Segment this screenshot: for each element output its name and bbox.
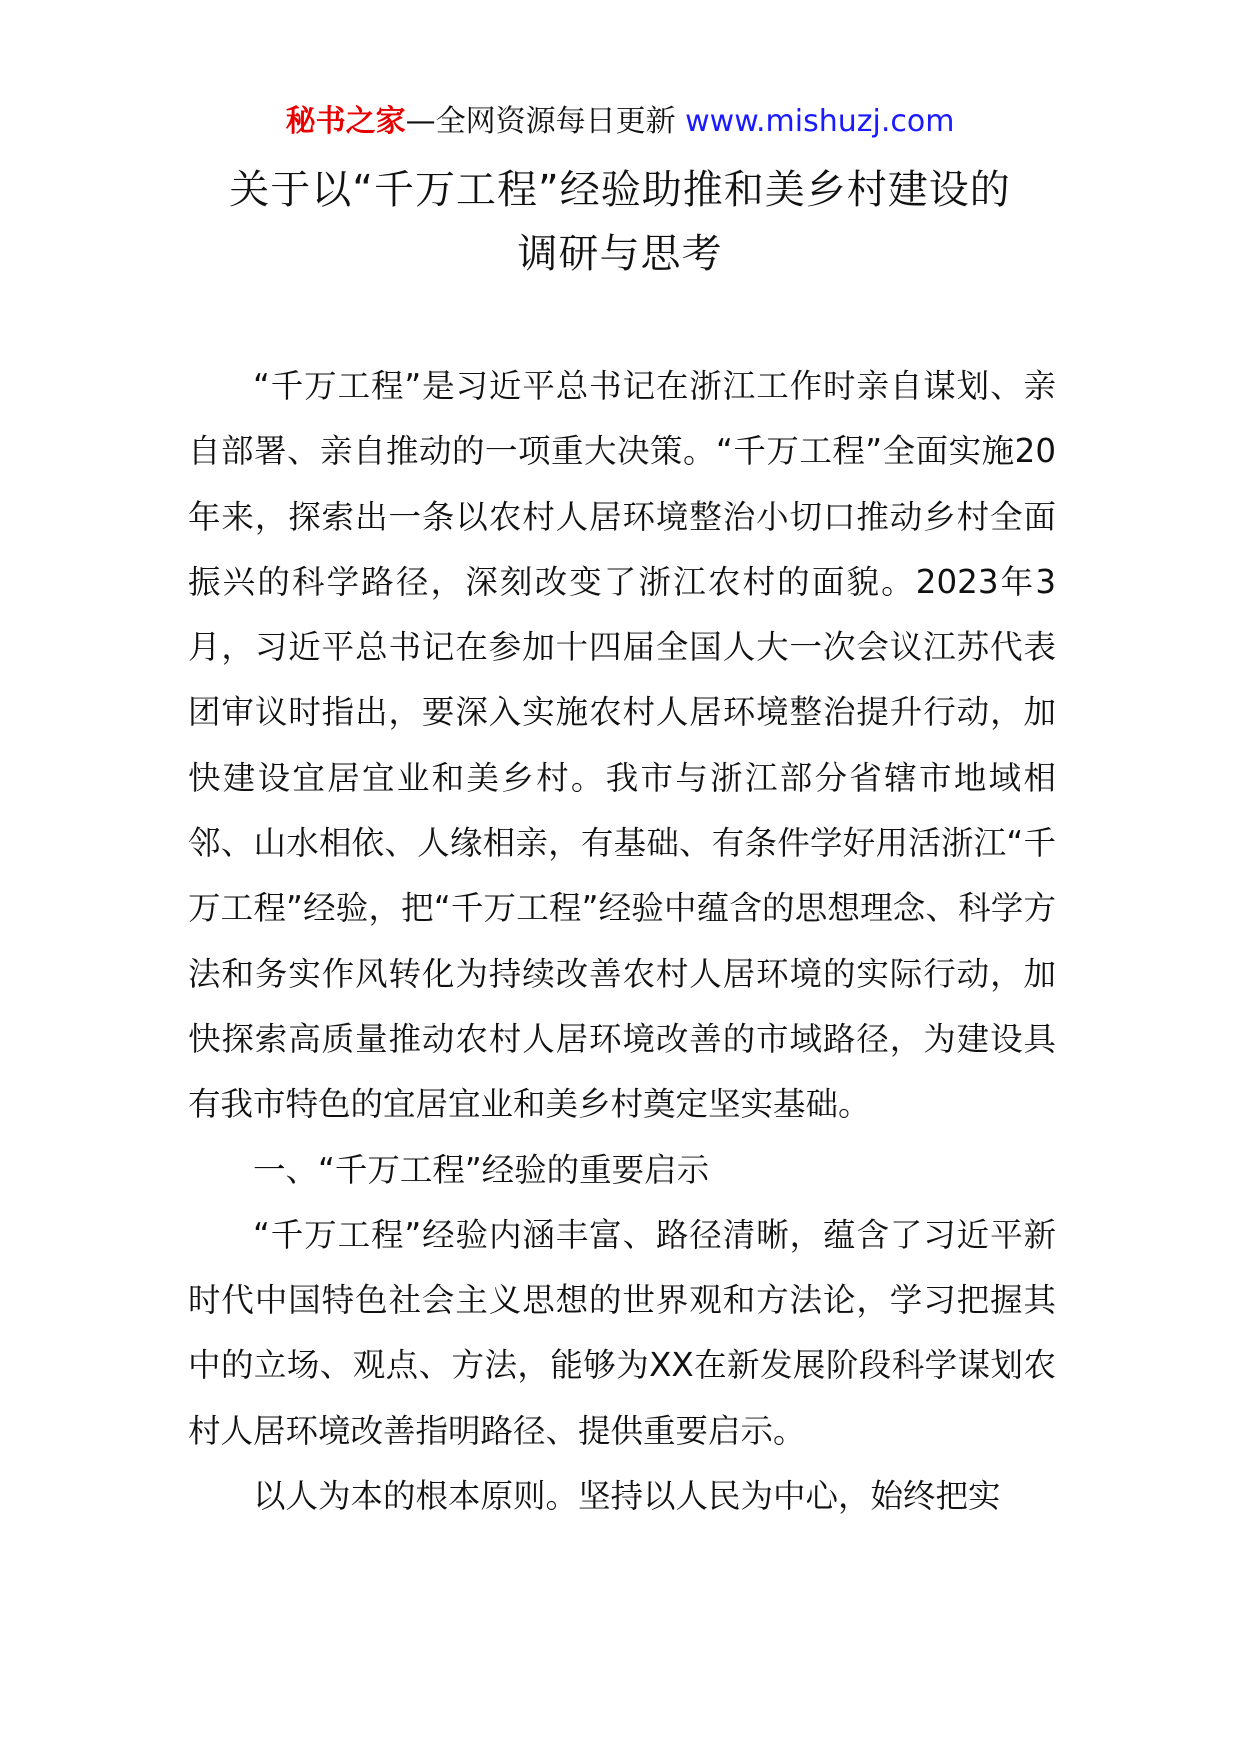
document-title bbox=[150, 158, 1090, 286]
title-line-1: 关于以“千万工程”经验助推和美乡村建设的 bbox=[229, 167, 1011, 213]
title-line-2: 调研与思考 bbox=[517, 231, 723, 277]
site-url-link[interactable]: www.mishuzj.com bbox=[685, 104, 955, 139]
watermark-header bbox=[0, 100, 1240, 144]
document-body bbox=[188, 354, 1056, 1529]
header-tagline: —全网资源每日更新 bbox=[405, 104, 686, 139]
brand-name: 秘书之家 bbox=[285, 104, 406, 139]
section-heading-1: 一、“千万工程”经验的重要启示 bbox=[253, 1150, 710, 1189]
body-paragraph: “千万工程”经验内涵丰富、路径清晰，蕴含了习近平新时代中国特色社会主义思想的世界观和方法论，学习把握其中的立场、观点、方法，能够为XX在新发展阶段科学谋划农村人居环境改善指明路径、提供重要启示。 bbox=[188, 1215, 1056, 1450]
body-paragraph: 以人为本的根本原则。坚持以人民为中心，始终把实 bbox=[253, 1477, 1001, 1516]
intro-paragraph: “千万工程”是习近平总书记在浙江工作时亲自谋划、亲自部署、亲自推动的一项重大决策。“千万工程”全面实施20年来，探索出一条以农村人居环境整治小切口推动乡村全面振兴的科学路径，深刻改变了浙江农村的面貌。2023年3月，习近平总书记在参加十四届全国人大一次会议江苏代表团审议时指出，要深入实施农村人居环境整治提升行动，加快建设宜居宜业和美乡村。我市与浙江部分省辖市地域相邻、山水相依、人缘相亲，有基础、有条件学好用活浙江“千万工程”经验，把“千万工程”经验中蕴含的思想理念、科学方法和务实作风转化为持续改善农村人居环境的实际行动，加快探索高质量推动农村人居环境改善的市域路径，为建设具有我市特色的宜居宜业和美乡村奠定坚实基础。 bbox=[188, 367, 1056, 1124]
